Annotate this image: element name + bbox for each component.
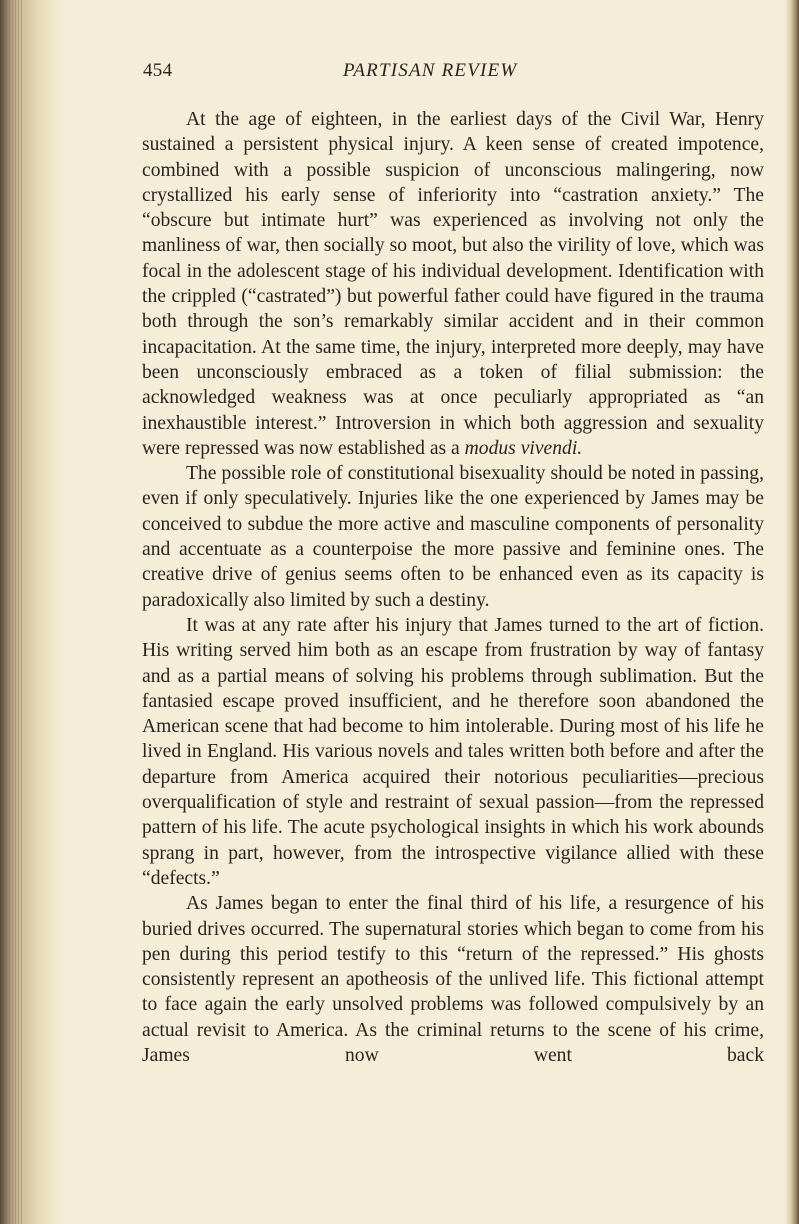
page-number: 454 <box>143 60 173 81</box>
paragraph-3 <box>142 613 764 891</box>
running-head-title: PARTISAN REVIEW <box>343 60 518 81</box>
paragraph-3-text: It was at any rate after his injury that James turned to the art of fiction. His writing served him both as an escape from frustration by way of fantasy and as a partial means of solving his problems through sublimation. But the fantasied escape proved insufficient, and he therefore soon abandoned the American scene that had become to him intolerable. During most of his life he lived in England. His various novels and tales written both before and after the departure from America acquired their notorious peculiarities—precious overqualification of style and restraint of sexual passion—from the repressed pattern of his life. The acute psychological insights in which his work abounds sprang in part, however, from the introspective vigilance allied with these “defects.” <box>142 614 764 889</box>
book-binding-shadow <box>0 0 64 1224</box>
paragraph-1-italic-phrase: modus vivendi. <box>464 437 583 459</box>
page-edge-shadow <box>785 0 799 1224</box>
paragraph-2-text: The possible role of constitutional bisexuality should be noted in passing, even if only speculatively. Injuries like the one experienced by James may be conceived to subdue the more active and masculine components of personality and accentuate as a counterpoise the more passive and feminine ones. The creative drive of genius seems often to be enhanced even as its capacity is paradoxically also limited by such a destiny. <box>142 463 764 611</box>
paragraph-4-text: As James began to enter the final third of his life, a resurgence of his buried drives occurred. The supernatural stories which began to come from his pen during this period testify to this “return of the repressed.” His ghosts consistently represent an apotheosis of the unlived life. This fictional attempt to face again the early unsolved problems was followed compulsively by an actual revisit to America. As the criminal returns to the scene of his crime, James now went back <box>142 893 764 1066</box>
paragraph-2 <box>142 461 764 613</box>
paragraph-4 <box>142 891 764 1068</box>
body-text <box>142 107 764 1068</box>
paragraph-1-text: At the age of eighteen, in the earliest days of the Civil War, Henry sustained a persistent physical injury. A keen sense of created impotence, combined with a possible suspicion of unconscious malingering, now crystallized his early sense of inferiority into “castration anxiety.” The “obscure but intimate hurt” was experienced as involving not only the manliness of war, then socially so moot, but also the virility of love, which was focal in the adolescent stage of his individual development. Identification with the crippled (“castrated”) but powerful father could have figured in the trauma both through the son’s remarkably similar accident and in their common incapacitation. At the same time, the injury, interpreted more deeply, may have been unconsciously embraced as a token of filial submission: the acknowledged weakness was at once peculiarly appropriated as “an inexhaustible interest.” Introversion in which both aggression and sexuality were repressed was now established as a <box>142 109 764 459</box>
paragraph-1 <box>142 107 764 461</box>
page-header <box>143 60 763 88</box>
